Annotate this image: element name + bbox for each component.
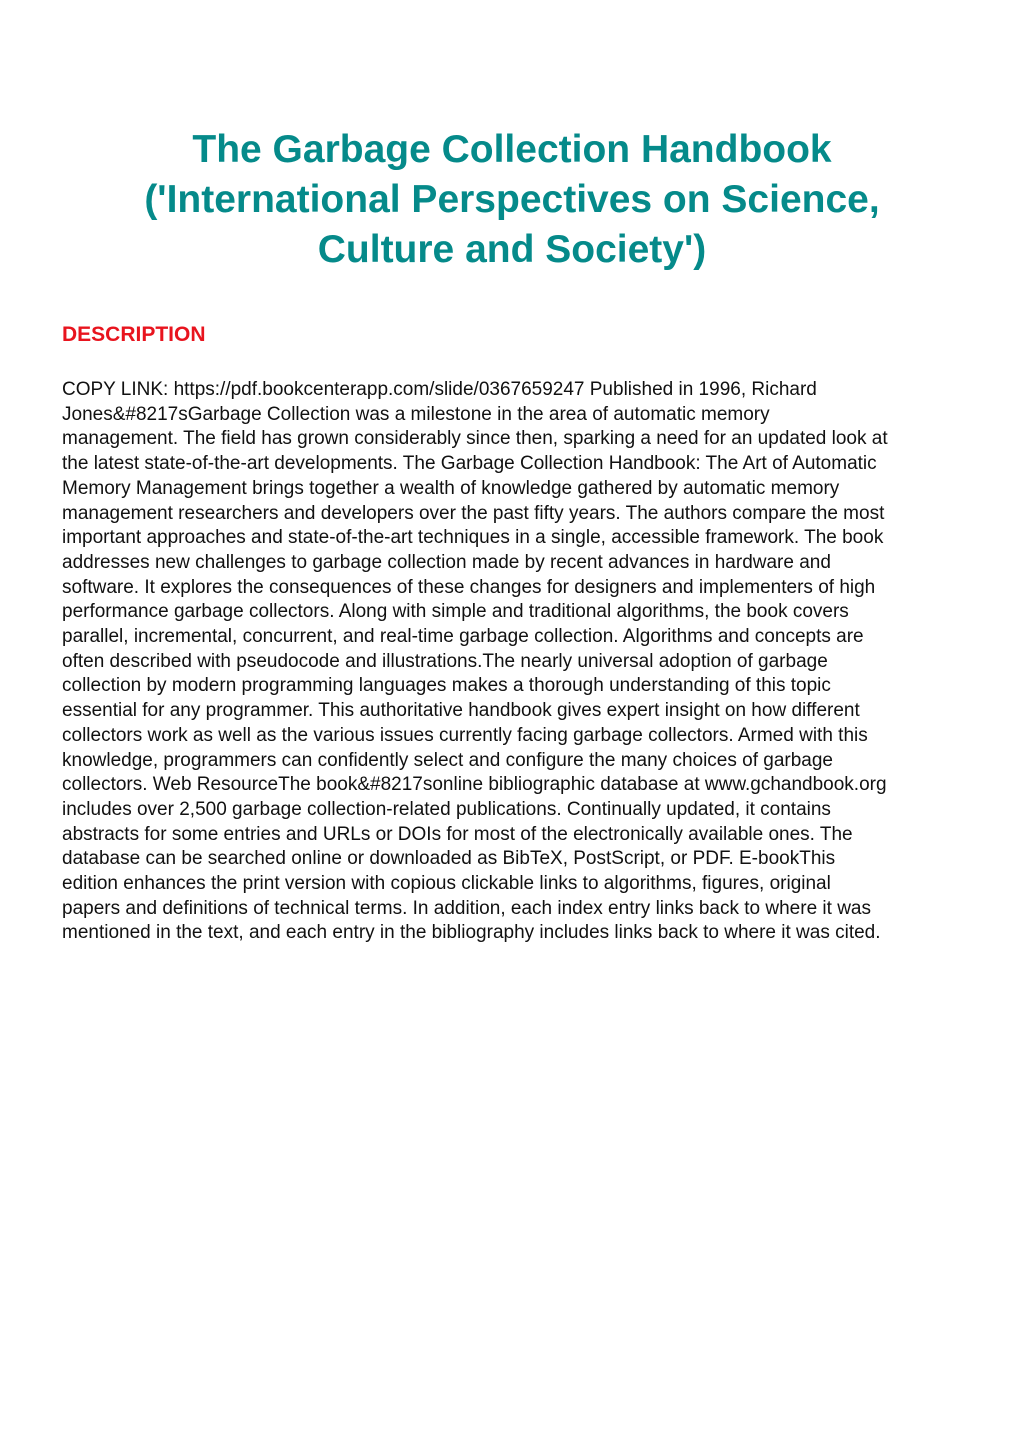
description-line: management. The field has grown considerably since then, sparking a need for an updated look at xyxy=(62,428,888,450)
description-line: addresses new challenges to garbage collection made by recent advances in hardware and xyxy=(62,551,831,573)
document-title xyxy=(60,125,964,275)
description-line: Jones&#8217sGarbage Collection was a milestone in the area of automatic memory xyxy=(62,403,770,425)
description-line: essential for any programmer. This authoritative handbook gives expert insight on how different xyxy=(62,700,860,722)
title-line: ('International Perspectives on Science, xyxy=(144,178,880,221)
description-line: includes over 2,500 garbage collection-related publications. Continually updated, it contains xyxy=(62,798,831,820)
description-line: parallel, incremental, concurrent, and real-time garbage collection. Algorithms and concepts are xyxy=(62,626,864,648)
description-heading: DESCRIPTION xyxy=(62,323,206,346)
description-text xyxy=(62,378,972,946)
description-line: often described with pseudocode and illustrations.The nearly universal adoption of garbage xyxy=(62,650,828,672)
description-line: Memory Management brings together a wealth of knowledge gathered by automatic memory xyxy=(62,477,840,499)
description-line: collectors work as well as the various issues currently facing garbage collectors. Armed with this xyxy=(62,724,868,746)
description-line: abstracts for some entries and URLs or DOIs for most of the electronically available ones. The xyxy=(62,823,853,845)
description-line: edition enhances the print version with copious clickable links to algorithms, figures, original xyxy=(62,873,831,895)
description-line: mentioned in the text, and each entry in the bibliography includes links back to where it was cited. xyxy=(62,922,881,944)
description-line: management researchers and developers over the past fifty years. The authors compare the most xyxy=(62,502,885,524)
description-line: COPY LINK: https://pdf.bookcenterapp.com/slide/0367659247 Published in 1996, Richard xyxy=(62,379,817,400)
description-line: the latest state-of-the-art developments. The Garbage Collection Handbook: The Art of Automatic xyxy=(62,453,877,475)
description-line: papers and definitions of technical terms. In addition, each index entry links back to where it was xyxy=(62,897,871,919)
title-line: Culture and Society') xyxy=(317,228,707,271)
description-line: collectors. Web ResourceThe book&#8217sonline bibliographic database at www.gchandbook.org xyxy=(62,774,887,796)
description-line: database can be searched online or downloaded as BibTeX, PostScript, or PDF. E-bookThis xyxy=(62,848,836,870)
title-line: The Garbage Collection Handbook xyxy=(192,128,832,171)
description-line: performance garbage collectors. Along with simple and traditional algorithms, the book covers xyxy=(62,601,849,623)
description-line: knowledge, programmers can confidently select and configure the many choices of garbage xyxy=(62,749,833,771)
description-line: software. It explores the consequences of these changes for designers and implementers of high xyxy=(62,576,876,598)
description-line: collection by modern programming languages makes a thorough understanding of this topic xyxy=(62,675,831,697)
description-line: important approaches and state-of-the-art techniques in a single, accessible framework. The book xyxy=(62,527,884,549)
